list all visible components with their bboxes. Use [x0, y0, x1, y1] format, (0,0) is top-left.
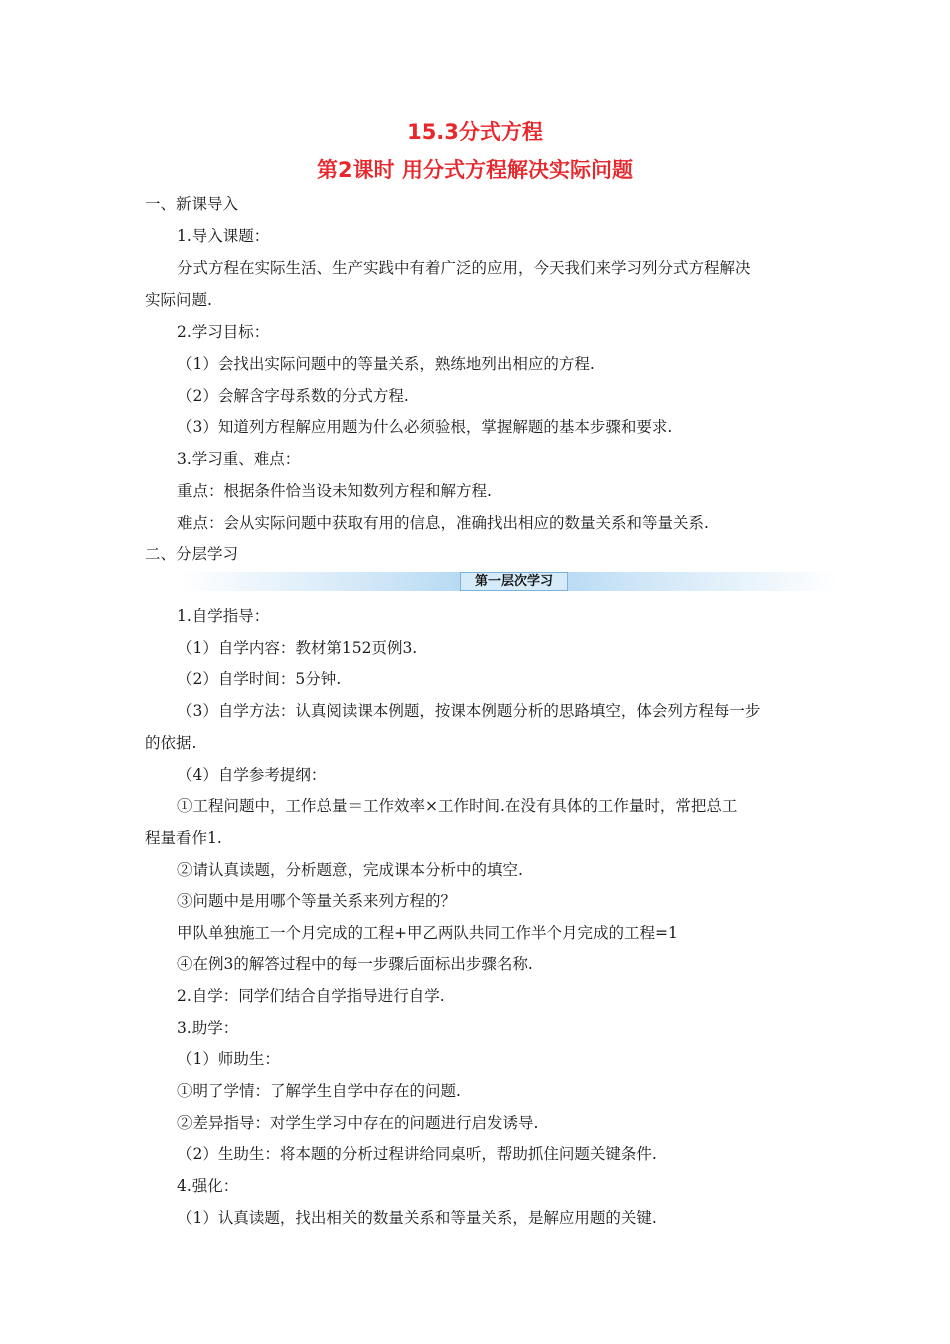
text-line: 1.自学指导：: [177, 607, 270, 625]
text-line: 二、分层学习: [145, 545, 239, 563]
text-line: （3）知道列方程解应用题为什么必须验根，掌握解题的基本步骤和要求.: [177, 418, 673, 436]
text-line: 分式方程在实际生活、生产实践中有着广泛的应用，今天我们来学习列分式方程解决: [177, 259, 751, 277]
text-line: （3）自学方法：认真阅读课本例题，按课本例题分析的思路填空，体会列方程每一步: [177, 702, 761, 720]
text-line: ②差异指导：对学生学习中存在的问题进行启发诱导.: [177, 1114, 539, 1132]
text-line: ①工程问题中，工作总量＝工作效率×工作时间.在没有具体的工作量时，常把总工: [177, 797, 738, 815]
text-line: （1）自学内容：教材第152页例3.: [177, 639, 418, 657]
text-line: ②请认真读题，分析题意，完成课本分析中的填空.: [177, 861, 523, 879]
text-line: ④在例3的解答过程中的每一步骤后面标出步骤名称.: [177, 955, 533, 973]
text-line: 的依据.: [145, 734, 197, 752]
text-line: 3.学习重、难点：: [177, 450, 301, 468]
text-line: （1）师助生：: [177, 1050, 280, 1068]
text-line: 一、新课导入: [145, 195, 239, 213]
text-line: 重点：根据条件恰当设未知数列方程和解方程.: [177, 482, 492, 500]
text-line: （1）会找出实际问题中的等量关系，熟练地列出相应的方程.: [177, 355, 595, 373]
text-line: （4）自学参考提纲：: [177, 766, 327, 784]
text-line: ③问题中是用哪个等量关系来列方程的？: [177, 892, 457, 910]
text-line: （2）会解含字母系数的分式方程.: [177, 387, 409, 405]
text-line: ①明了学情：了解学生自学中存在的问题.: [177, 1082, 461, 1100]
text-line: （1）认真读题，找出相关的数量关系和等量关系，是解应用题的关键.: [177, 1209, 657, 1227]
text-line: 2.自学：同学们结合自学指导进行自学.: [177, 987, 445, 1005]
text-line: 1.导入课题：: [177, 227, 270, 245]
document-subtitle: 第2课时 用分式方程解决实际问题: [317, 158, 633, 182]
document-title: 15.3分式方程: [407, 120, 543, 144]
section-banner-label: 第一层次学习: [460, 572, 568, 591]
text-line: 程量看作1.: [145, 829, 222, 847]
text-line: 难点：会从实际问题中获取有用的信息，准确找出相应的数量关系和等量关系.: [177, 514, 709, 532]
text-line: （2）生助生：将本题的分析过程讲给同桌听，帮助抓住问题关键条件.: [177, 1145, 657, 1163]
text-line: 3.助学：: [177, 1019, 239, 1037]
text-line: （2）自学时间：5分钟.: [177, 670, 342, 688]
text-line: 2.学习目标：: [177, 323, 270, 341]
text-line: 甲队单独施工一个月完成的工程+甲乙两队共同工作半个月完成的工程=1: [177, 924, 678, 942]
text-line: 实际问题.: [145, 291, 212, 309]
text-line: 4.强化：: [177, 1177, 239, 1195]
